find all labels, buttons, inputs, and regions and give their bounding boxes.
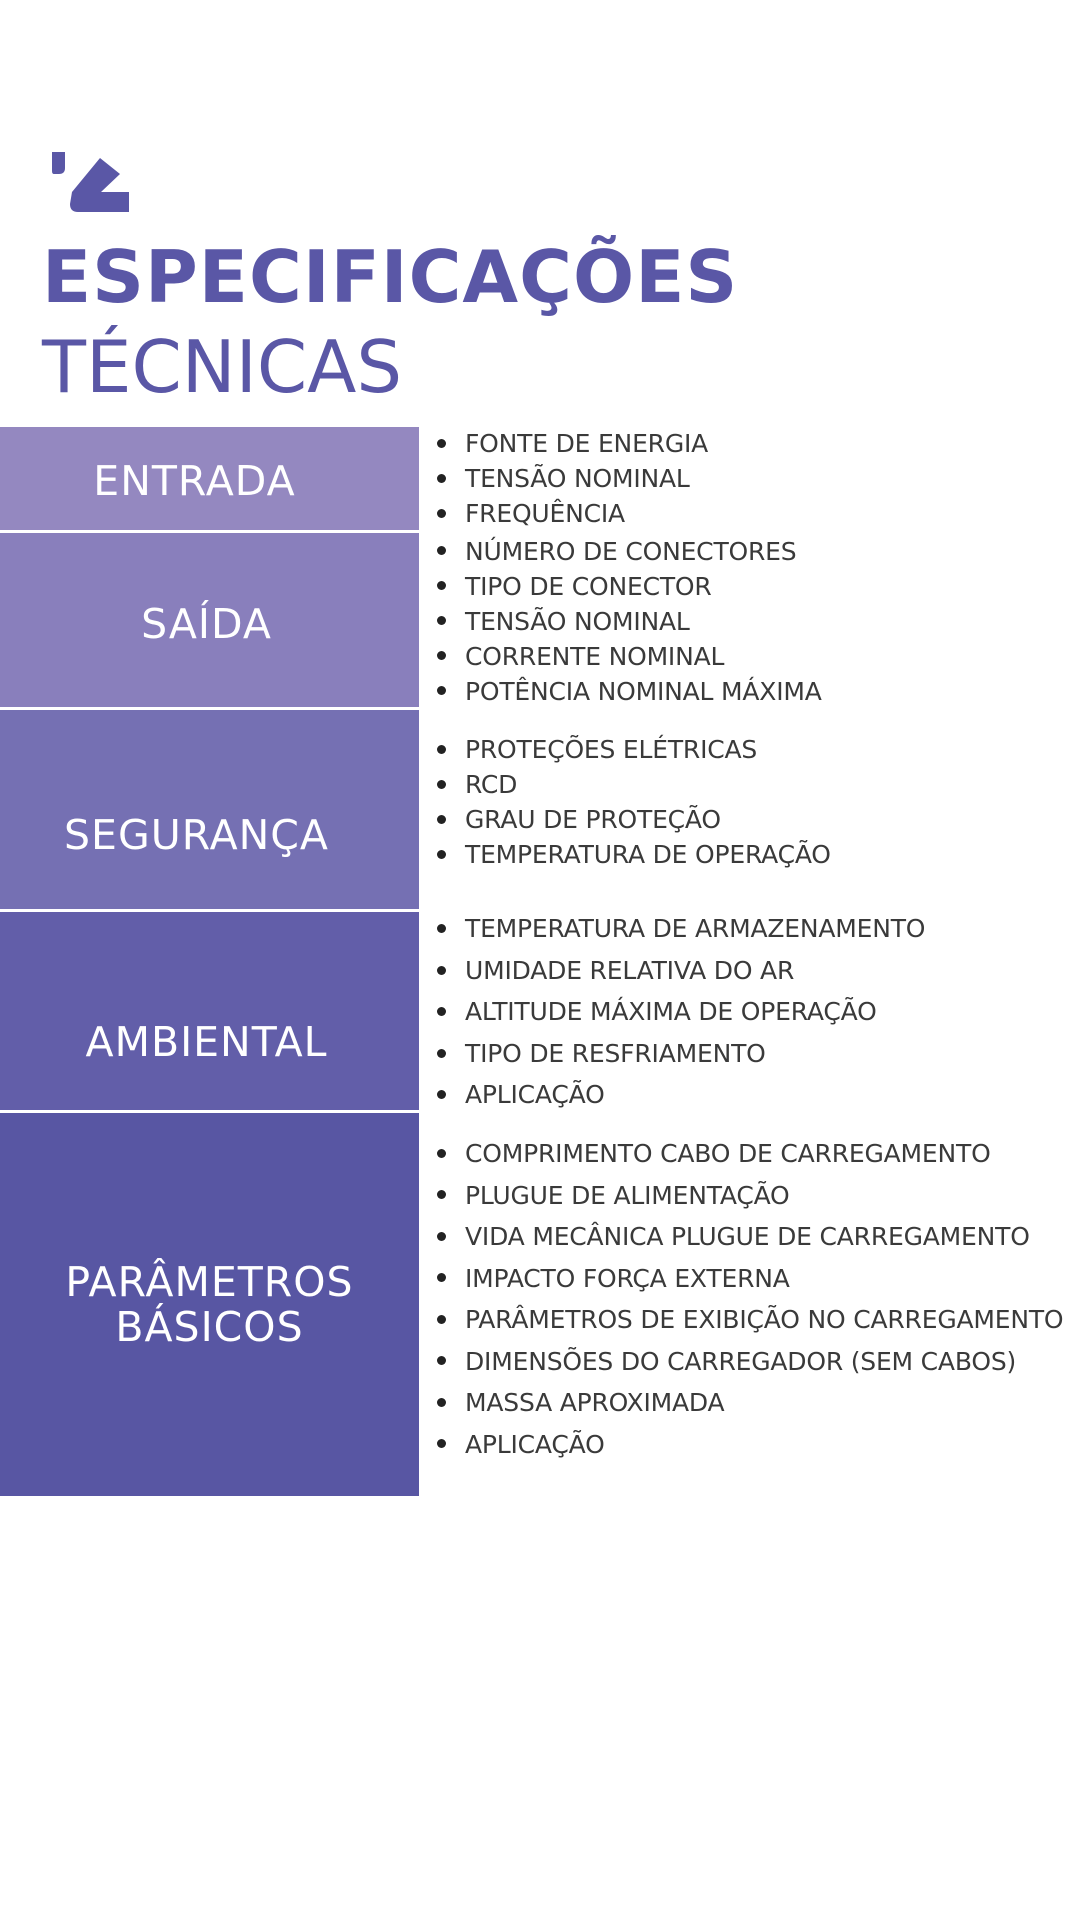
brand-logo-icon xyxy=(50,150,130,212)
spec-item: TEMPERATURA DE ARMAZENAMENTO xyxy=(419,908,1080,950)
spec-list-saida xyxy=(419,533,1080,707)
spec-item: ALTITUDE MÁXIMA DE OPERAÇÃO xyxy=(419,991,1080,1033)
spec-list-entrada xyxy=(419,427,1080,530)
spec-item: FONTE DE ENERGIA xyxy=(419,426,1080,461)
spec-item: MASSA APROXIMADA xyxy=(419,1382,1080,1424)
spec-row-entrada xyxy=(0,427,1080,533)
spec-item: TEMPERATURA DE OPERAÇÃO xyxy=(419,837,1080,872)
category-label-seguranca: SEGURANÇA xyxy=(0,710,419,909)
category-label-parametros-basicos: PARÂMETROS BÁSICOS xyxy=(0,1113,419,1496)
spec-item: TENSÃO NOMINAL xyxy=(419,604,1080,639)
spec-item: FREQUÊNCIA xyxy=(419,496,1080,531)
spec-item: APLICAÇÃO xyxy=(419,1424,1080,1466)
spec-item: NÚMERO DE CONECTORES xyxy=(419,534,1080,569)
spec-item: TIPO DE CONECTOR xyxy=(419,569,1080,604)
spec-item: UMIDADE RELATIVA DO AR xyxy=(419,950,1080,992)
page-title-subtitle: TÉCNICAS xyxy=(42,325,403,409)
spec-item: IMPACTO FORÇA EXTERNA xyxy=(419,1258,1080,1300)
spec-list-parametros-basicos xyxy=(419,1113,1080,1496)
logo-arrow-shape xyxy=(70,158,129,212)
spec-item: DIMENSÕES DO CARREGADOR (SEM CABOS) xyxy=(419,1341,1080,1383)
spec-list-ambiental xyxy=(419,912,1080,1110)
spec-table xyxy=(0,427,1080,1496)
spec-row-seguranca xyxy=(0,710,1080,912)
page-title-bold: ESPECIFICAÇÕES xyxy=(42,235,739,319)
spec-item: APLICAÇÃO xyxy=(419,1074,1080,1116)
spec-row-ambiental xyxy=(0,912,1080,1113)
category-label-entrada: ENTRADA xyxy=(0,427,419,530)
spec-item: VIDA MECÂNICA PLUGUE DE CARREGAMENTO xyxy=(419,1216,1080,1258)
spec-item: PLUGUE DE ALIMENTAÇÃO xyxy=(419,1175,1080,1217)
spec-item: RCD xyxy=(419,767,1080,802)
spec-list-seguranca xyxy=(419,710,1080,909)
spec-row-parametros-basicos xyxy=(0,1113,1080,1496)
spec-item: CORRENTE NOMINAL xyxy=(419,639,1080,674)
spec-item: PARÂMETROS DE EXIBIÇÃO NO CARREGAMENTO xyxy=(419,1299,1080,1341)
logo-tick-shape xyxy=(52,152,65,174)
spec-item: POTÊNCIA NOMINAL MÁXIMA xyxy=(419,674,1080,709)
spec-item: PROTEÇÕES ELÉTRICAS xyxy=(419,732,1080,767)
spec-item: GRAU DE PROTEÇÃO xyxy=(419,802,1080,837)
spec-item: TIPO DE RESFRIAMENTO xyxy=(419,1033,1080,1075)
category-label-ambiental: AMBIENTAL xyxy=(0,912,419,1110)
spec-item: COMPRIMENTO CABO DE CARREGAMENTO xyxy=(419,1133,1080,1175)
spec-row-saida xyxy=(0,533,1080,710)
spec-item: TENSÃO NOMINAL xyxy=(419,461,1080,496)
category-label-saida: SAÍDA xyxy=(0,533,419,707)
